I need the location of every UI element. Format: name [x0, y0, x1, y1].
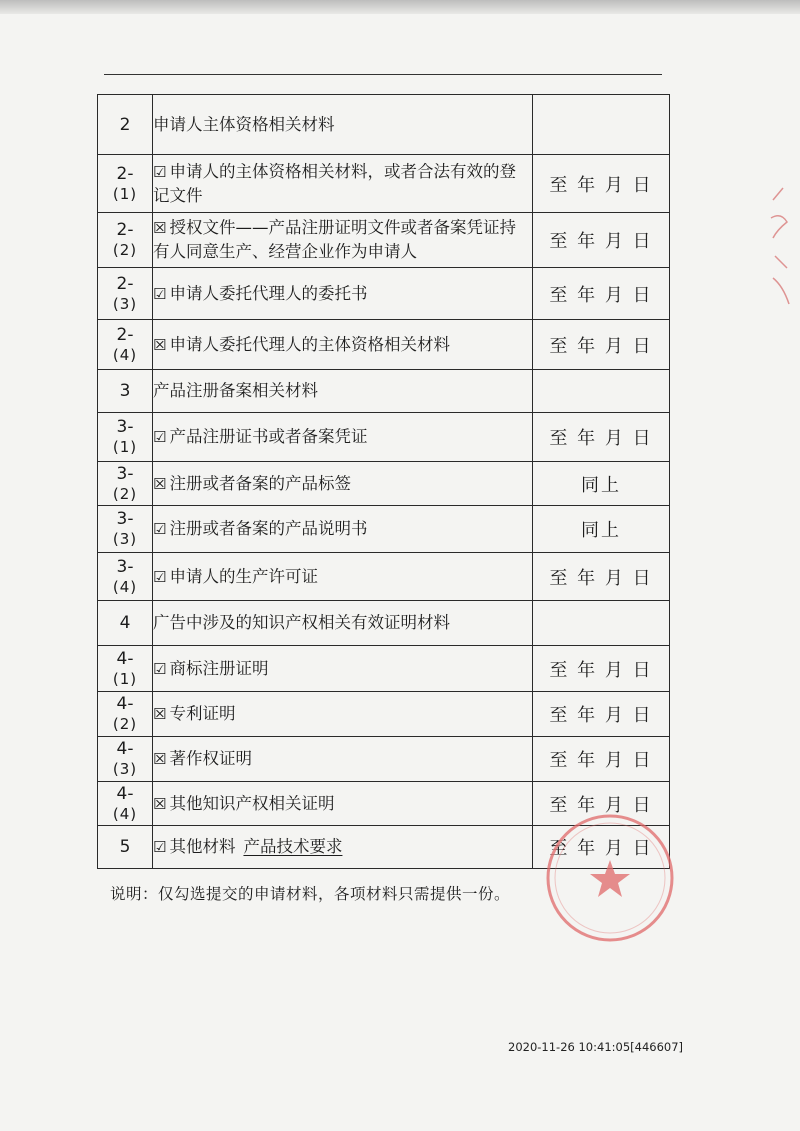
item-label: 注册或者备案的产品说明书	[169, 519, 368, 538]
item-number	[98, 826, 153, 869]
crossed-box-icon[interactable]: ☒	[153, 474, 167, 493]
item-label: 申请人的主体资格相关材料，或者合法有效的登记文件	[153, 161, 516, 205]
item-description	[153, 553, 533, 601]
validity-date	[533, 370, 670, 413]
materials-table	[97, 94, 670, 869]
item-number-sub: (2)	[112, 484, 138, 503]
header-rule	[104, 74, 662, 75]
item-label: 著作权证明	[169, 749, 252, 768]
table-row	[98, 370, 670, 413]
item-number-main: 2	[119, 114, 131, 135]
item-label: 产品注册证书或者备案凭证	[169, 427, 368, 446]
date-range-text: 至 年 月 日	[549, 705, 653, 726]
crossed-box-icon[interactable]: ☒	[153, 335, 167, 354]
scan-edge	[0, 0, 800, 14]
table-row	[98, 462, 670, 506]
date-range-text: 至 年 月 日	[549, 335, 653, 357]
date-range-text: 至 年 月 日	[549, 794, 653, 816]
item-description	[153, 95, 533, 155]
item-label: 广告中涉及的知识产权相关有效证明材料	[153, 613, 450, 632]
table-row	[98, 646, 670, 692]
item-number	[98, 95, 153, 155]
item-description	[153, 601, 533, 646]
margin-handwriting-icon	[763, 178, 797, 318]
item-number-main: 3-	[116, 509, 134, 529]
crossed-box-icon[interactable]: ☒	[153, 705, 167, 723]
validity-date	[533, 737, 670, 782]
checked-box-icon[interactable]: ☑	[153, 567, 167, 586]
date-range-text: 至 年 月 日	[549, 659, 653, 681]
item-description	[153, 268, 533, 320]
table-row	[98, 155, 670, 213]
item-number	[98, 320, 153, 370]
crossed-box-icon[interactable]: ☒	[153, 750, 167, 768]
validity-date	[533, 553, 670, 601]
item-label: 授权文件——产品注册证明文件或者备案凭证持有人同意生产、经营企业作为申请人	[153, 218, 516, 261]
table-row	[98, 413, 670, 462]
item-description	[153, 213, 533, 268]
footnote: 说明：仅勾选提交的申请材料，各项材料只需提供一份。	[110, 885, 511, 903]
item-number-sub: (2)	[112, 241, 138, 259]
validity-date	[533, 506, 670, 553]
item-label: 申请人委托代理人的主体资格相关材料	[169, 334, 450, 354]
item-number-main: 2-	[116, 324, 134, 345]
item-number-main: 4-	[116, 739, 134, 759]
item-number-main: 3-	[116, 417, 134, 437]
item-number-main: 4-	[116, 648, 134, 669]
item-number-sub: (1)	[112, 184, 138, 203]
item-number-main: 3-	[116, 463, 134, 484]
item-number	[98, 646, 153, 692]
validity-date	[533, 462, 670, 506]
item-number-sub: (2)	[112, 715, 138, 733]
checked-box-icon[interactable]: ☑	[153, 520, 167, 538]
table-row	[98, 213, 670, 268]
checked-box-icon[interactable]: ☑	[153, 838, 167, 856]
item-label: 其他材料	[169, 837, 236, 856]
table-row	[98, 692, 670, 737]
item-label: 注册或者备案的产品标签	[169, 473, 351, 493]
item-number-main: 4	[119, 613, 131, 633]
item-number	[98, 213, 153, 268]
table-row	[98, 506, 670, 553]
item-number	[98, 370, 153, 413]
item-label: 申请人主体资格相关材料	[153, 114, 335, 134]
validity-date	[533, 782, 670, 826]
item-label: 产品注册备案相关材料	[153, 381, 318, 400]
date-range-text: 至 年 月 日	[549, 231, 653, 252]
item-description	[153, 737, 533, 782]
other-material-value: 产品技术要求	[243, 837, 343, 856]
item-number-main: 3	[119, 381, 131, 401]
date-range-text: 至 年 月 日	[549, 567, 653, 589]
item-label: 申请人的生产许可证	[169, 566, 318, 586]
item-description	[153, 462, 533, 506]
validity-date	[533, 155, 670, 213]
validity-date	[533, 268, 670, 320]
item-number-sub: (3)	[112, 294, 138, 313]
validity-date	[533, 413, 670, 462]
item-number-sub: (1)	[112, 669, 138, 688]
item-number	[98, 737, 153, 782]
item-number	[98, 553, 153, 601]
validity-date	[533, 320, 670, 370]
table-row	[98, 782, 670, 826]
date-range-text: 至 年 月 日	[549, 428, 653, 449]
date-range-text: 至 年 月 日	[549, 174, 653, 196]
item-number-main: 5	[119, 837, 131, 857]
crossed-box-icon[interactable]: ☒	[153, 794, 167, 813]
table-row	[98, 95, 670, 155]
validity-date	[533, 826, 670, 869]
table-row	[98, 268, 670, 320]
validity-date	[533, 213, 670, 268]
item-number-main: 4-	[116, 694, 134, 714]
item-number	[98, 155, 153, 213]
validity-date	[533, 95, 670, 155]
item-label: 商标注册证明	[169, 658, 269, 678]
checked-box-icon[interactable]: ☑	[153, 659, 167, 678]
item-description	[153, 320, 533, 370]
item-label: 申请人委托代理人的委托书	[169, 283, 368, 303]
date-range-text: 至 年 月 日	[549, 750, 653, 771]
item-number-main: 2-	[116, 273, 134, 294]
item-label: 专利证明	[169, 704, 236, 723]
item-description	[153, 646, 533, 692]
item-number-sub: (4)	[112, 345, 138, 364]
item-number-sub: (3)	[112, 760, 138, 778]
checked-box-icon[interactable]: ☑	[153, 428, 167, 446]
validity-date	[533, 692, 670, 737]
item-description	[153, 413, 533, 462]
same-as-above-text: 同上	[581, 520, 621, 541]
item-description	[153, 782, 533, 826]
item-number	[98, 692, 153, 737]
item-number-sub: (1)	[112, 438, 138, 456]
item-description	[153, 692, 533, 737]
same-as-above-text: 同上	[581, 474, 621, 496]
date-range-text: 至 年 月 日	[549, 838, 653, 859]
item-label: 其他知识产权相关证明	[169, 793, 335, 813]
item-number-sub: (3)	[112, 530, 138, 548]
validity-date	[533, 601, 670, 646]
item-number	[98, 506, 153, 553]
item-description	[153, 506, 533, 553]
print-timestamp: 2020-11-26 10:41:05[446607]	[508, 1040, 684, 1054]
item-number-main: 2-	[116, 163, 134, 184]
checked-box-icon[interactable]: ☑	[153, 284, 167, 303]
table-row	[98, 737, 670, 782]
item-number-main: 4-	[116, 783, 134, 804]
validity-date	[533, 646, 670, 692]
table-row	[98, 826, 670, 869]
table-row	[98, 320, 670, 370]
checked-box-icon[interactable]: ☑	[153, 162, 167, 181]
item-number	[98, 462, 153, 506]
item-number	[98, 268, 153, 320]
item-description	[153, 370, 533, 413]
table-row	[98, 553, 670, 601]
item-description	[153, 826, 533, 869]
item-number	[98, 782, 153, 826]
item-number	[98, 413, 153, 462]
table-row	[98, 601, 670, 646]
item-number	[98, 601, 153, 646]
item-number-sub: (4)	[112, 804, 138, 823]
crossed-box-icon[interactable]: ☒	[153, 219, 167, 237]
item-number-main: 3-	[116, 556, 134, 577]
item-number-sub: (4)	[112, 577, 138, 596]
item-description	[153, 155, 533, 213]
date-range-text: 至 年 月 日	[549, 284, 653, 306]
item-number-main: 2-	[116, 220, 134, 240]
